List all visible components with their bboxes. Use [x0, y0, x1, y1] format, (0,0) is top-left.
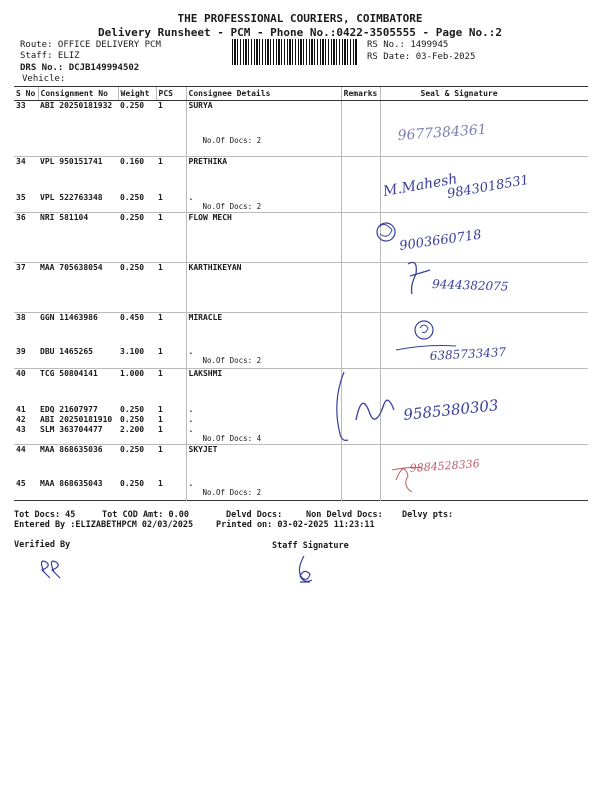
row-pcs: 1	[156, 445, 186, 479]
company-name: THE PROFESSIONAL COURIERS, COIMBATORE	[177, 12, 423, 25]
row-sno: 44	[14, 445, 38, 479]
row-consignment: DBU 1465265	[40, 346, 93, 356]
rs-number: RS No.: 1499945	[367, 40, 449, 50]
row-sno: 39	[16, 346, 26, 356]
verified-by-label: Verified By	[14, 540, 71, 550]
row-weight: 0.160	[118, 157, 156, 193]
delivered-docs: Delvd Docs:	[226, 510, 283, 520]
tot-docs: Tot Docs: 45	[14, 510, 76, 520]
route-label: Route: OFFICE DELIVERY PCM	[20, 40, 161, 50]
col-seal-signature: Seal & Signature	[380, 87, 588, 101]
row-consignment: NRI 581104	[38, 213, 118, 263]
svg-text:9677384361: 9677384361	[397, 121, 488, 144]
row-pcs: 1	[156, 213, 186, 263]
row-pcs: 1	[158, 404, 163, 414]
row-weight: 0.450	[118, 313, 156, 347]
svg-text:9585380303: 9585380303	[402, 396, 500, 424]
staff-label: Staff: ELIZ	[20, 51, 80, 61]
delivery-points: Delvy pts:	[402, 510, 454, 520]
signature-33	[397, 122, 487, 144]
row-consignee: .	[186, 415, 341, 425]
vehicle-label: Vehicle:	[22, 74, 66, 84]
row-consignment: TCG 50804141	[38, 369, 118, 405]
row-pcs: 1	[156, 313, 186, 347]
row-sno: 33	[14, 101, 38, 157]
row-pcs: 1	[156, 101, 186, 157]
row-consignment: GGN 11463986	[38, 313, 118, 347]
row-pcs: 1	[158, 414, 163, 424]
svg-text:M.Mahesh: M.Mahesh	[381, 171, 459, 200]
row-consignee: MIRACLE	[186, 313, 341, 347]
signature-38-39	[396, 321, 507, 363]
signature-36	[377, 223, 482, 254]
svg-text:9444382075: 9444382075	[431, 277, 509, 294]
row-weight: 2.200	[120, 424, 145, 434]
signature-37	[408, 262, 509, 294]
row-consignee: . No.Of Docs: 2	[186, 193, 341, 213]
row-consignee: . No.Of Docs: 2	[186, 347, 341, 369]
row-sno: 36	[14, 213, 38, 263]
svg-text:9843018531: 9843018531	[446, 172, 531, 202]
non-delivered-docs: Non Delvd Docs:	[306, 510, 383, 520]
row-pcs: 1	[158, 346, 163, 356]
row-weight: 0.250	[120, 478, 145, 488]
verified-by-signature	[41, 561, 60, 578]
row-weight: 1.000	[118, 369, 156, 405]
row-sno: 35	[16, 192, 26, 202]
row-consignment: ABI 20250181932	[38, 101, 118, 157]
col-pcs: PCS	[156, 87, 186, 101]
tot-cod-amount: Tot COD Amt: 0.00	[102, 510, 189, 520]
row-weight: 3.100	[120, 346, 145, 356]
row-pcs: 1	[156, 369, 186, 405]
svg-text:9884528336: 9884528336	[409, 457, 481, 475]
printed-on: Printed on: 03-02-2025 11:23:11	[216, 520, 375, 530]
col-remarks: Remarks	[341, 87, 380, 101]
entered-by: Entered By :ELIZABETHPCM 02/03/2025	[14, 520, 194, 530]
row-sno: 41	[16, 404, 26, 414]
row-weight: 0.250	[120, 404, 145, 414]
drs-number: DRS No.: DCJB149994502	[20, 63, 140, 73]
col-sno: S No	[14, 87, 38, 101]
col-consignee: Consignee Details	[186, 87, 341, 101]
row-sno: 40	[14, 369, 38, 405]
row-sno: 37	[14, 263, 38, 313]
svg-text:9003660718: 9003660718	[398, 227, 483, 254]
row-weight: 0.250	[118, 445, 156, 479]
row-consignee: . No.Of Docs: 4	[186, 425, 341, 445]
staff-signature-label: Staff Signature	[272, 541, 349, 551]
row-consignment: VPL 950151741	[38, 157, 118, 193]
row-pcs: 1	[158, 192, 163, 202]
row-consignment: SLM 363704477	[40, 424, 103, 434]
runsheet-subtitle: Delivery Runsheet - PCM - Phone No.:0422-3505555 - Page No.:2	[98, 26, 502, 39]
row-consignee: SURYA No.Of Docs: 2	[186, 101, 341, 157]
col-weight: Weight	[118, 87, 156, 101]
row-weight: 0.250	[118, 213, 156, 263]
row-consignment: EDQ 21607977	[40, 404, 98, 414]
row-consignment: MAA 705638054	[38, 263, 118, 313]
row-pcs: 1	[158, 478, 163, 488]
signature-40-43	[337, 372, 500, 440]
row-consignment: VPL 522763348	[40, 192, 103, 202]
row-consignment: MAA 868635043	[40, 478, 103, 488]
row-sno: 34	[14, 157, 38, 193]
row-weight: 0.250	[120, 192, 145, 202]
signature-44-45	[392, 457, 480, 492]
row-sno: 43	[16, 424, 26, 434]
row-consignee: SKYJET	[186, 445, 341, 479]
row-consignee: FLOW MECH	[186, 213, 341, 263]
row-sno: 42	[16, 414, 26, 424]
row-sno: 38	[14, 313, 38, 347]
row-pcs: 1	[158, 424, 163, 434]
row-consignee: PRETHIKA	[186, 157, 341, 193]
row-pcs: 1	[156, 263, 186, 313]
row-sno: 45	[16, 478, 26, 488]
row-consignee: LAKSHMI	[186, 369, 341, 405]
rs-date: RS Date: 03-Feb-2025	[367, 52, 476, 62]
row-weight: 0.250	[118, 263, 156, 313]
svg-text:6385733437: 6385733437	[429, 345, 507, 363]
row-consignment: ABI 20250181910	[40, 414, 113, 424]
row-consignment: MAA 868635036	[38, 445, 118, 479]
row-consignee: . No.Of Docs: 2	[186, 479, 341, 501]
row-weight: 0.250	[118, 101, 156, 157]
row-consignee: KARTHIKEYAN	[186, 263, 341, 313]
staff-signature-mark	[299, 556, 312, 582]
row-pcs: 1	[156, 157, 186, 193]
signature-34-35	[381, 171, 530, 202]
col-consignment: Consignment No	[38, 87, 118, 101]
row-weight: 0.250	[120, 414, 145, 424]
row-consignee: .	[186, 405, 341, 415]
